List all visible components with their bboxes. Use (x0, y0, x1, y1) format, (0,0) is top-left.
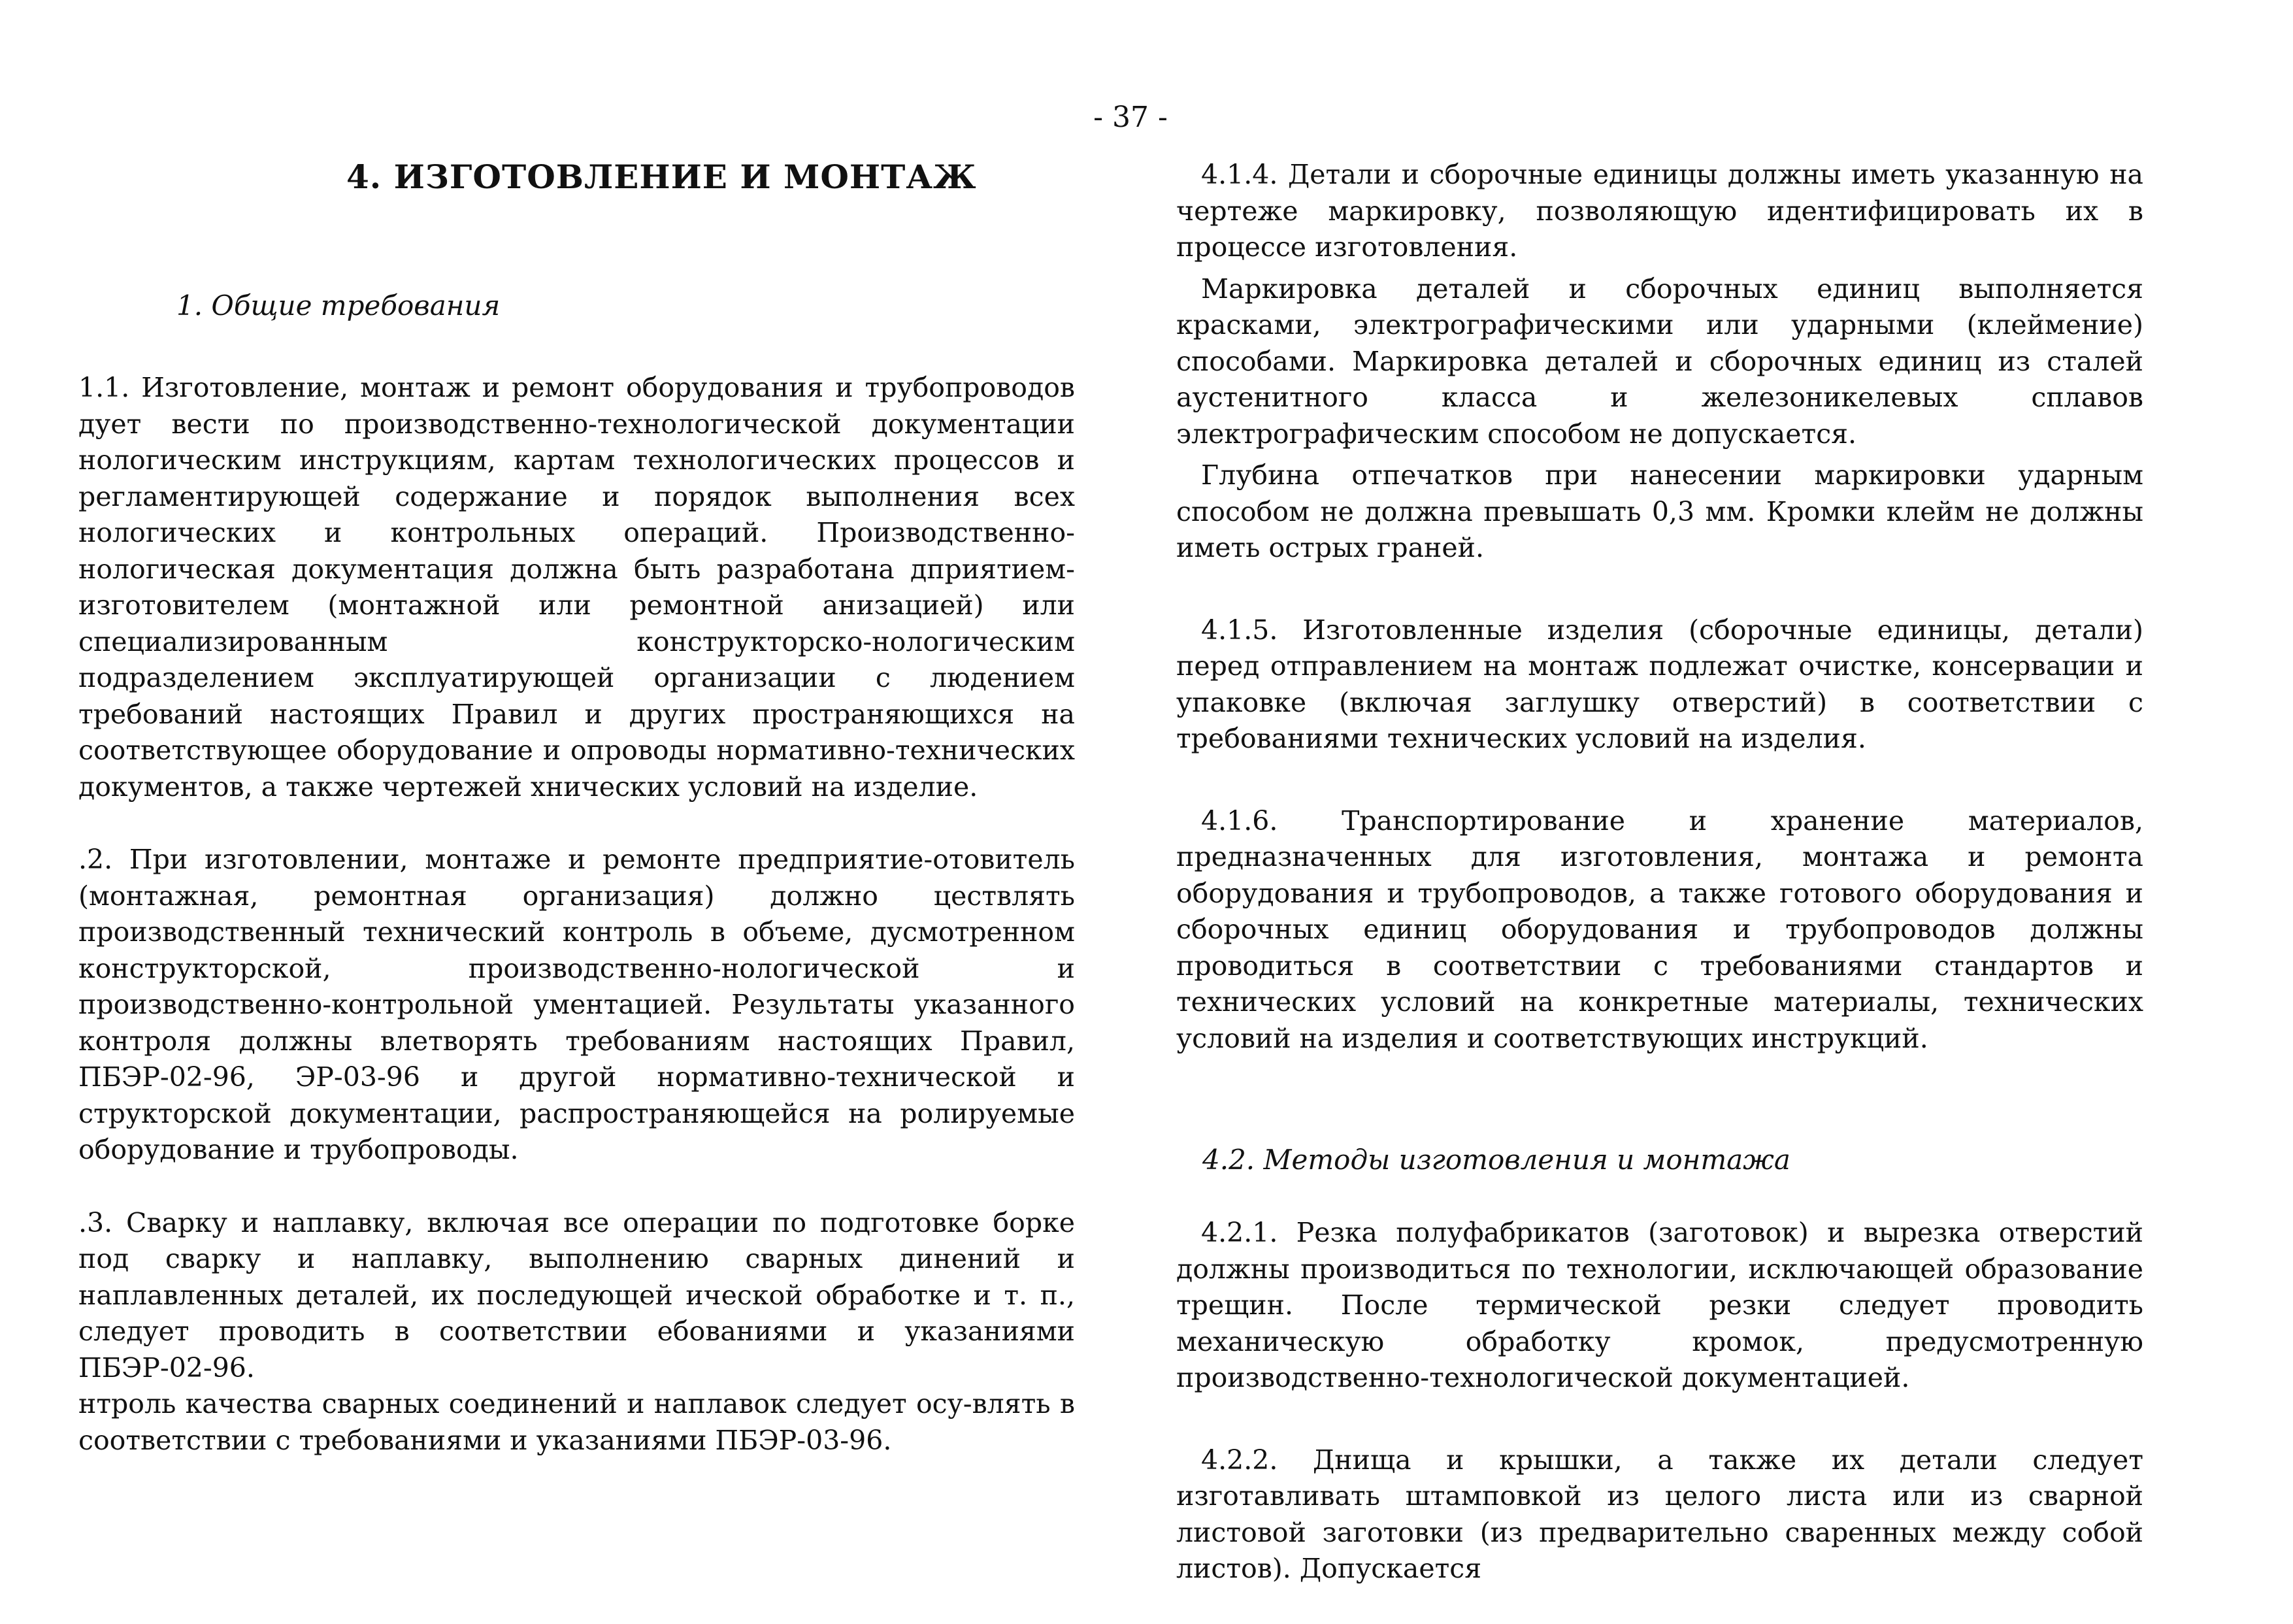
section-title-general-requirements: 1. Общие требования (176, 290, 501, 322)
chapter-title: 4. ИЗГОТОВЛЕНИЕ И МОНТАЖ (346, 157, 977, 196)
left-column (78, 157, 1075, 1459)
paragraph-4-1-4-depth: Глубина отпечатков при нанесении маркировки ударным способом не должна превышать 0,3 мм. Кромки клейм не должны иметь острых граней. (1176, 459, 2143, 563)
paragraph-4-1-4-marking: Маркировка деталей и сборочных единиц выполняется красками, электрографическими или ударными (клеймение) способами. Маркировка деталей и сборочных единиц из сталей аустенитного класса и железоникелевых сплавов электрографическим способом не допускается. (1176, 273, 2143, 450)
paragraph-4-1-6: 4.1.6. Транспортирование и хранение материалов, предназначенных для изготовления, монтажа и ремонта оборудования и трубопроводов, а также готового оборудования и сборочных единиц оборудования и трубопроводов должны проводиться в соответствии с требованиями стандартов и технических условий на конкретные материалы, технических условий на изделия и соответствующих инструкций. (1176, 804, 2143, 1054)
right-column (1176, 157, 2143, 1624)
paragraph-4-2-1: 4.2.1. Резка полуфабрикатов (заготовок) и вырезка отверстий должны производиться по технологии, исключающей образование трещин. После термической резки следует проводить механическую обработку кромок, предусмотренную производственно-технологической документацией. (1176, 1217, 2143, 1393)
paragraph-4-1-4: 4.1.4. Детали и сборочные единицы должны иметь указанную на чертеже маркировку, позволяющую идентифицировать их в процессе изготовления. (1176, 159, 2143, 263)
page-number: - 37 - (1093, 101, 1168, 134)
paragraph-4-1-3: .3. Сварку и наплавку, включая все операции по подготовке борке под сварку и наплавку, выполнению сварных динений и наплавленных деталей, их последующей ической обработке и т. п., следует проводить в соответствии ебованиями и указаниями ПБЭР-02-96. (78, 1206, 1075, 1384)
paragraph-4-1-1: 1.1. Изготовление, монтаж и ремонт оборудования и трубопроводов дует вести по производственно-технологической документации нологическим инструкциям, картам технологических процессов и регламентирующей содержание и порядок выполнения всех нологических и контрольных операций. Производственно-нологическая документация должна быть разработана дприятием-изготовителем (монтажной или ремонтной анизацией) или специализированным конструкторско-нологическим подразделением эксплуатирующей организации с людением требований настоящих Правил и других пространяющихся на соответствующее оборудование и опроводы нормативно-технических документов, а также чертежей хнических условий на изделие. (78, 372, 1075, 803)
paragraph-4-1-2: .2. При изготовлении, монтаже и ремонте предприятие-отовитель (монтажная, ремонтная организация) должно цествлять производственный технический контроль в объеме, дусмотренном конструкторской, производственно-нологической и производственно-контрольной ументацией. Результаты указанного контроля должны влетворять требованиям настоящих Правил, ПБЭР-02-96, ЭР-03-96 и другой нормативно-технической и структорской документации, распространяющейся на ролируемые оборудование и трубопроводы. (78, 844, 1075, 1165)
paragraph-4-2-2: 4.2.2. Днища и крышки, а также их детали следует изготавливать штамповкой из целого листа или из сварной листовой заготовки (из предварительно сваренных между собой листов). Допускается (1176, 1444, 2143, 1584)
paragraph-4-1-5: 4.1.5. Изготовленные изделия (сборочные единицы, детали) перед отправлением на монтаж подлежат очистке, консервации и упаковке (включая заглушку отверстий) в соответствии с требованиями технических условий на изделия. (1176, 614, 2143, 754)
paragraph-4-1-3-control: нтроль качества сварных соединений и наплавок следует осу-влять в соответствии с требованиями и указаниями ПБЭР-03-96. (78, 1388, 1075, 1456)
section-title-methods: 4.2. Методы изготовления и монтажа (1202, 1144, 1790, 1176)
